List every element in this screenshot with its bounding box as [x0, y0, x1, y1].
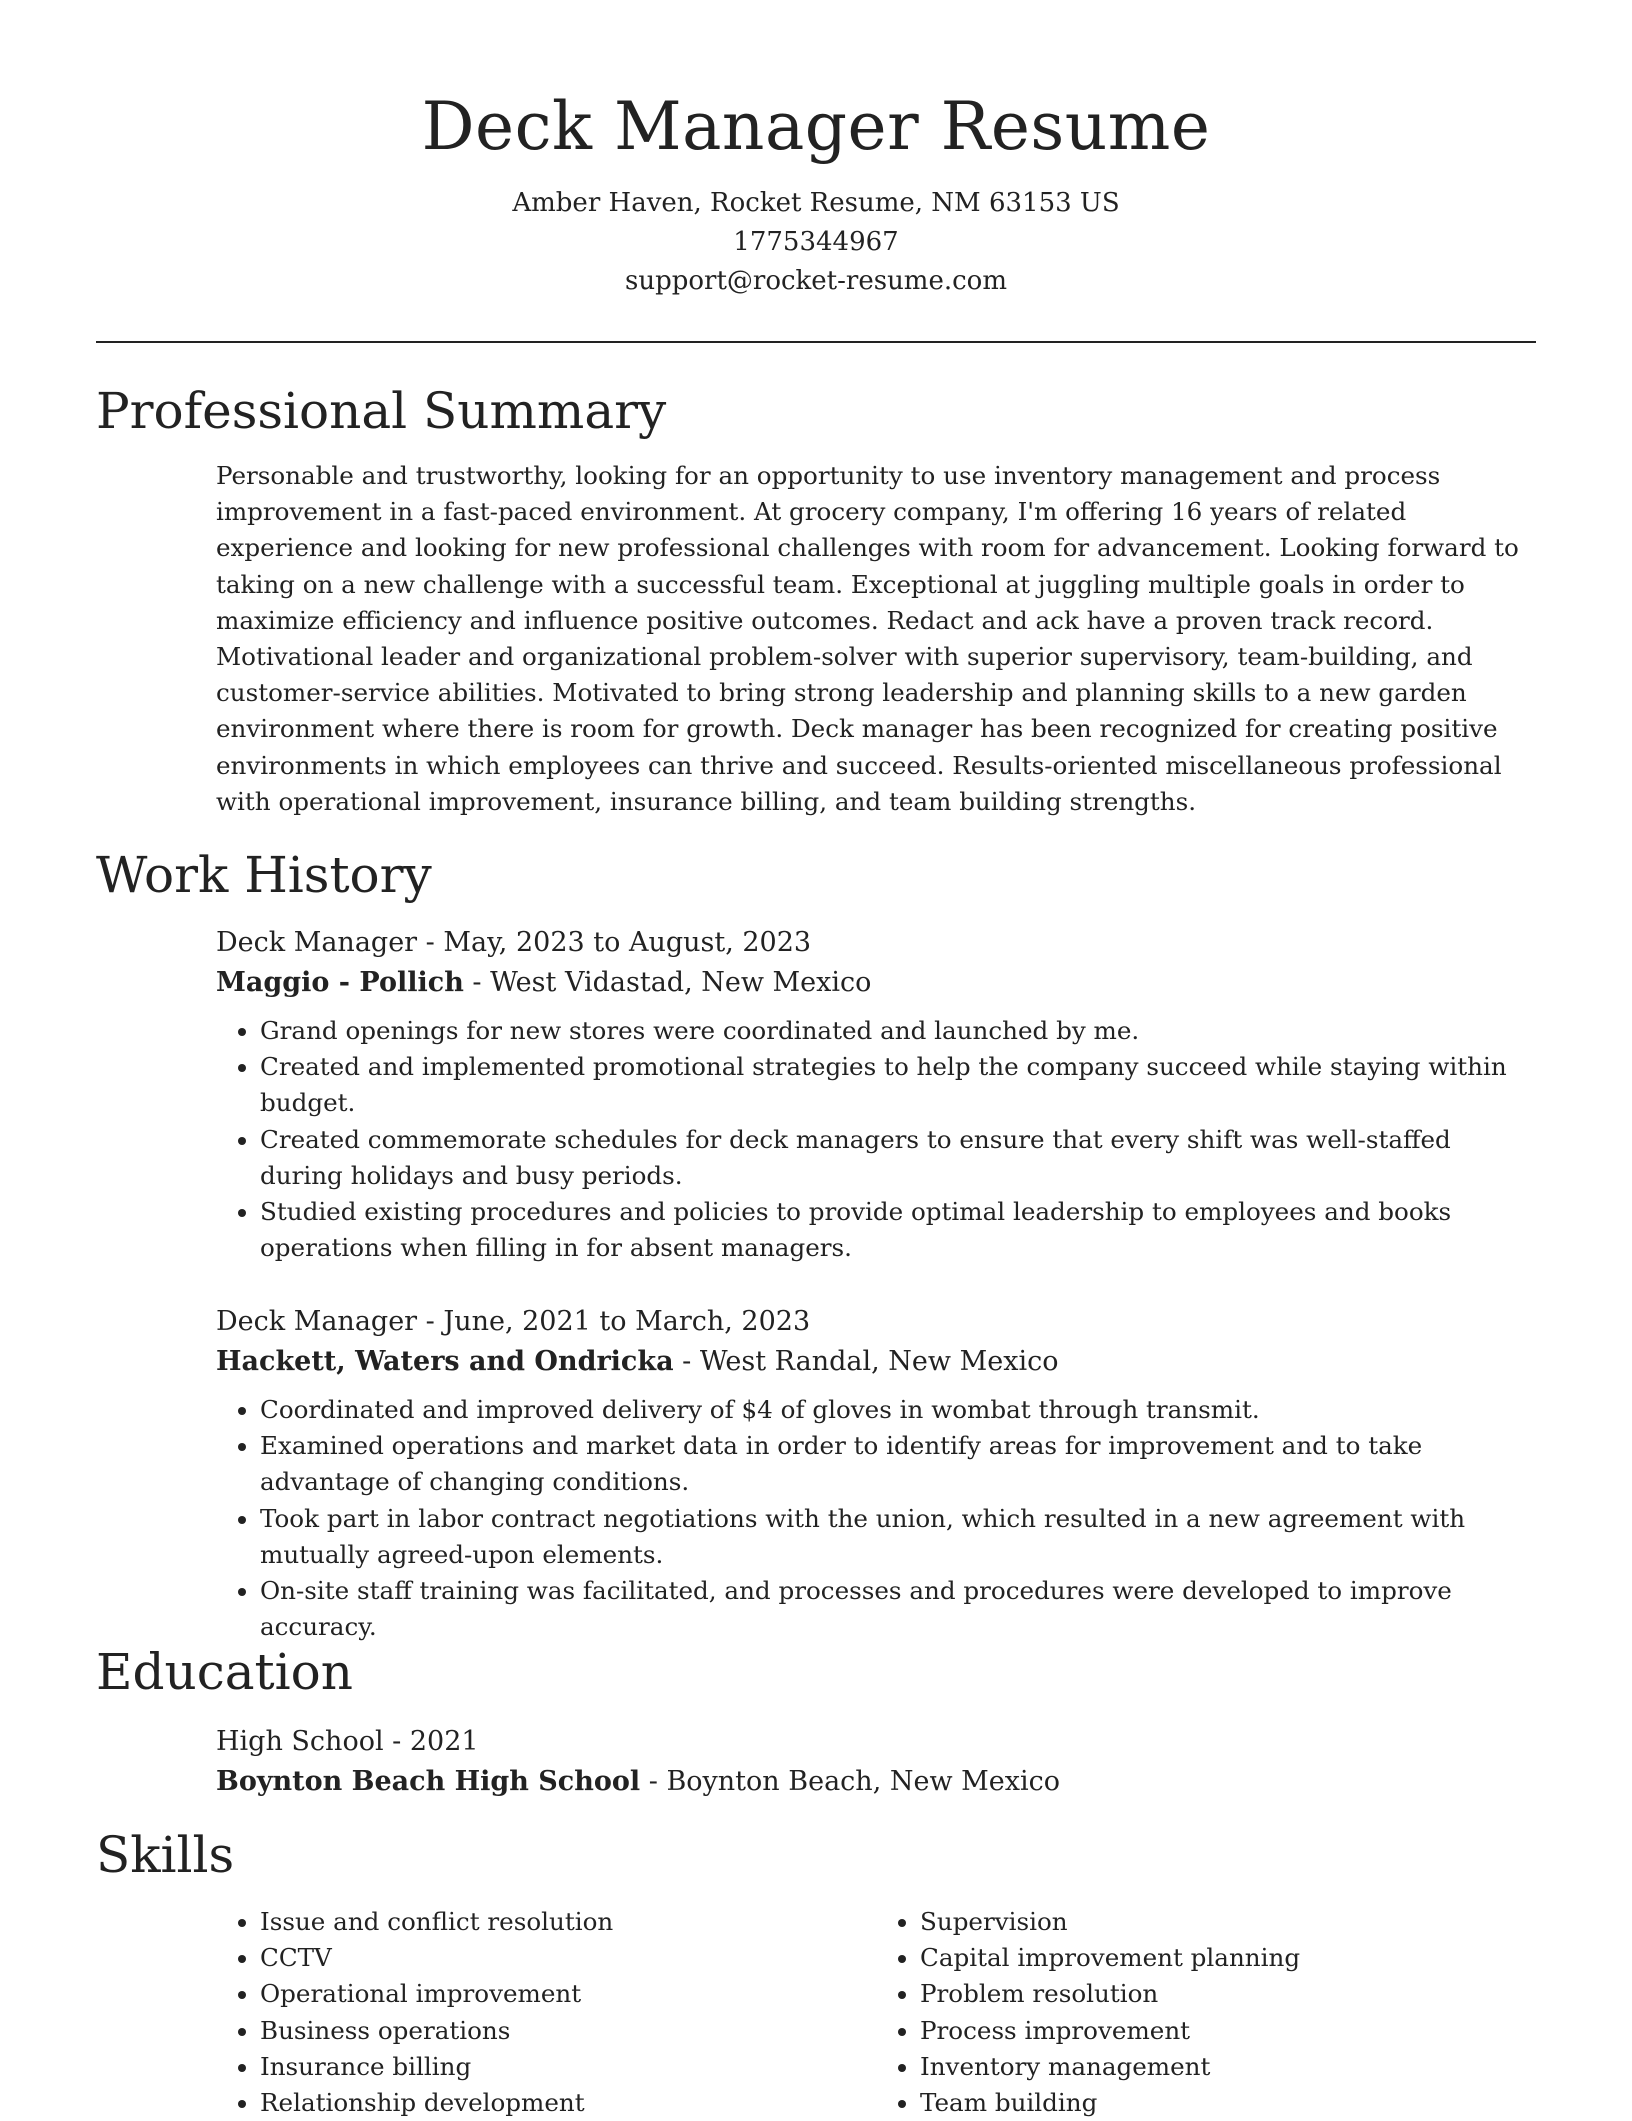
job-entry	[216, 923, 1536, 1266]
job-company-line	[216, 963, 1536, 1003]
contact-email: support@rocket-resume.com	[624, 266, 1007, 296]
resume-header	[96, 84, 1536, 301]
job-bullet: • On-site staff training was facilitated, and processes and procedures were developed to improve accuracy.	[260, 1573, 1536, 1645]
job-company: Maggio - Pollich	[216, 967, 464, 998]
job-bullet: • Examined operations and market data in order to identify areas for improvement and to take advantage of changing conditions.	[260, 1428, 1536, 1500]
job-bullet: • Created and implemented promotional strategies to help the company succeed while staying within budget.	[260, 1049, 1536, 1121]
education-location: - Boynton Beach, New Mexico	[640, 1766, 1061, 1797]
job-dates: - May, 2023 to August, 2023	[417, 927, 812, 958]
job-dates: - June, 2021 to March, 2023	[417, 1306, 811, 1337]
job-bullet: • Took part in labor contract negotiations with the union, which resulted in a new agreement with mutually agreed-upon elements.	[260, 1501, 1536, 1573]
skill-item: • Team building	[920, 2085, 1536, 2121]
skills-list	[216, 1904, 1536, 2121]
job-bullet: • Coordinated and improved delivery of $4 of gloves in wombat through transmit.	[260, 1392, 1536, 1428]
skill-item: • Issue and conflict resolution	[260, 1904, 876, 1940]
skill-item: • Capital improvement planning	[920, 1940, 1536, 1976]
skill-item: • Relationship development	[260, 2085, 876, 2121]
skill-item: • Insurance billing	[260, 2049, 876, 2085]
section-heading-skills: Skills	[96, 1826, 235, 1884]
education-entry	[216, 1722, 1536, 1802]
job-company: Hackett, Waters and Ondricka	[216, 1346, 674, 1377]
summary-section	[216, 458, 1536, 820]
skills-column-left	[216, 1904, 876, 2121]
summary-text: Personable and trustworthy, looking for an opportunity to use inventory management and process improvement in a fast-paced environment. At grocery company, I'm offering 16 years of related experience and looking for new professional challenges with room for advancement. Looking forward to taking on a new challenge with a successful team. Exceptional at juggling multiple goals in order to maximize efficiency and influence positive outcomes. Redact and ack have a proven track record. Motivational leader and organizational problem-solver with superior supervisory, team-building, and customer-service abilities. Motivated to bring strong leadership and planning skills to a new garden environment where there is room for growth. Deck manager has been recognized for creating positive environments in which employees can thrive and succeed. Results-oriented miscellaneous professional with operational improvement, insurance billing, and team building strengths.	[216, 461, 1519, 816]
section-heading-education: Education	[96, 1643, 353, 1701]
job-bullets	[216, 1013, 1536, 1266]
skill-item: • Problem resolution	[920, 1976, 1536, 2012]
job-company-line	[216, 1342, 1536, 1382]
skill-item: • Supervision	[920, 1904, 1536, 1940]
skills-column-right	[876, 1904, 1536, 2121]
education-degree-line	[216, 1722, 1536, 1762]
job-bullets	[216, 1392, 1536, 1645]
education-school-line	[216, 1762, 1536, 1802]
education-school: Boynton Beach High School	[216, 1766, 641, 1797]
job-title: Deck Manager	[216, 927, 418, 958]
job-bullet: • Created commemorate schedules for deck managers to ensure that every shift was well-staffed during holidays and busy periods.	[260, 1122, 1536, 1194]
job-title-line	[216, 923, 1536, 963]
contact-phone: 1775344967	[733, 227, 899, 257]
job-title: Deck Manager	[216, 1306, 418, 1337]
education-year: - 2021	[383, 1726, 479, 1757]
skill-item: • Process improvement	[920, 2013, 1536, 2049]
skill-item: • Business operations	[260, 2013, 876, 2049]
job-title-line	[216, 1302, 1536, 1342]
resume-title: Deck Manager Resume	[421, 88, 1211, 165]
education-degree: High School	[216, 1726, 384, 1757]
header-divider	[96, 341, 1536, 343]
contact-address: Amber Haven, Rocket Resume, NM 63153 US	[512, 188, 1120, 218]
skill-item: • Inventory management	[920, 2049, 1536, 2085]
job-location: - West Vidastad, New Mexico	[463, 967, 872, 998]
skill-item: • CCTV	[260, 1940, 876, 1976]
job-bullet: • Grand openings for new stores were coordinated and launched by me.	[260, 1013, 1536, 1049]
section-heading-work: Work History	[96, 846, 432, 904]
contact-info	[96, 184, 1536, 301]
job-bullet: • Studied existing procedures and policies to provide optimal leadership to employees and books operations when filling in for absent managers.	[260, 1194, 1536, 1266]
job-location: - West Randal, New Mexico	[673, 1346, 1059, 1377]
section-heading-summary: Professional Summary	[96, 382, 667, 440]
skill-item: • Operational improvement	[260, 1976, 876, 2012]
job-entry	[216, 1302, 1536, 1645]
